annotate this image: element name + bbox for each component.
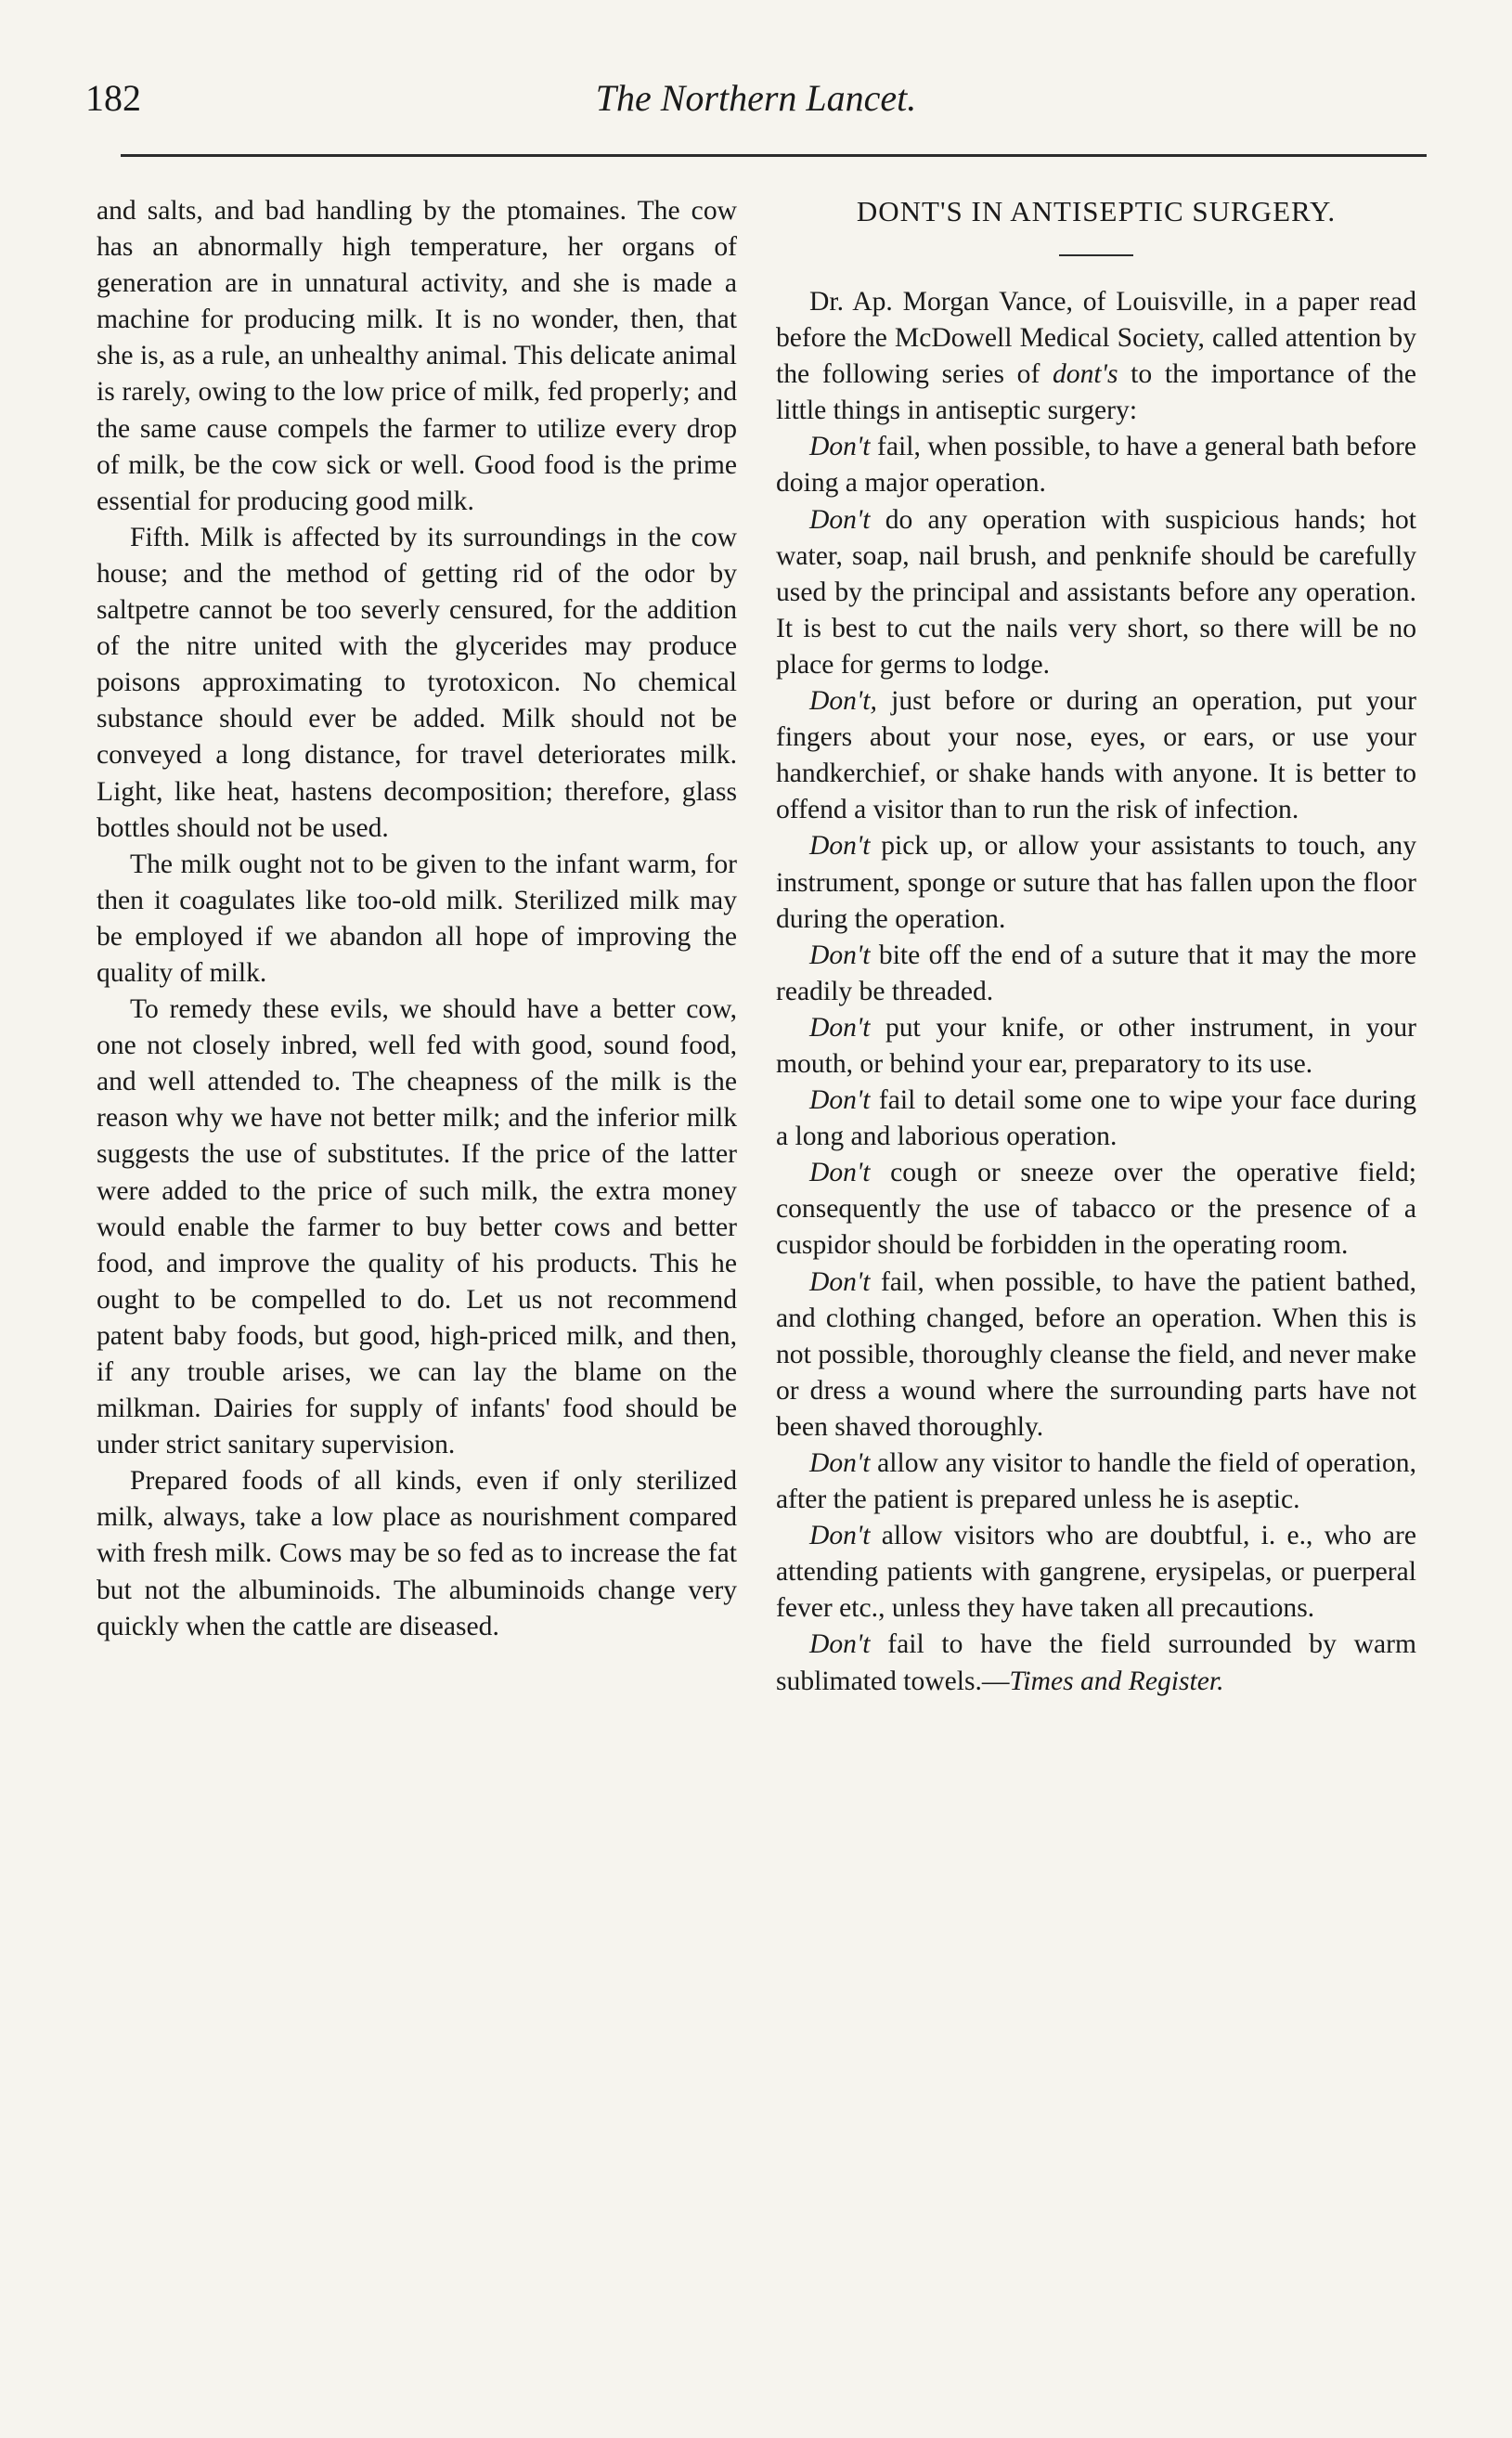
dont-item: [776, 828, 1416, 937]
dont-lead: Don't: [809, 1448, 871, 1478]
article-title: DONT'S IN ANTISEPTIC SURGERY.: [856, 195, 1337, 227]
dont-lead: Don't: [809, 940, 871, 970]
dont-lead: Don't: [809, 831, 871, 862]
dont-item: [776, 429, 1416, 501]
dont-item: [776, 1627, 1416, 1699]
dont-lead: Don't,: [809, 686, 877, 717]
dont-text: bite off the end of a suture that it may the more readily be threaded.: [776, 940, 1416, 1006]
dont-lead: Don't: [809, 1158, 871, 1188]
dont-text: just before or during an operation, put your fingers about your nose, eyes, or ears, or use your handkerchief, or shake hands with anyone. It is better to offend a visitor than to run the risk of infection.: [776, 686, 1416, 825]
dont-text: do any operation with suspicious hands; hot water, soap, nail brush, and penknife should be carefully used by the principal and assistants before any operation. It is best to cut the nails very short, so there will be no place for germs to lodge.: [776, 504, 1416, 680]
dont-text: fail, when possible, to have a general bath before doing a major operation.: [776, 432, 1416, 499]
running-head: The Northern Lancet.: [595, 77, 917, 119]
dont-lead: Don't: [809, 504, 871, 535]
dont-text: allow any visitor to handle the field of operation, after the patient is prepared unless he is aseptic.: [776, 1448, 1416, 1515]
dont-item: [776, 938, 1416, 1010]
dont-item: [776, 502, 1416, 683]
dont-item: [776, 1083, 1416, 1155]
dont-item: [776, 1446, 1416, 1518]
left-column: [97, 193, 737, 1645]
title-rule: [1059, 254, 1133, 256]
paragraph: To remedy these evils, we should have a better cow, one not closely inbred, well fed with good, sound food, and well attended to. The cheapness of the milk is the reason why we have not better milk; and the inferior milk suggests the use of substitutes. If the price of the latter were added to the price of such milk, the extra money would enable the farmer to buy better cows and better food, and improve the quality of his products. This he ought to be compelled to do. Let us not recommend patent baby foods, but good, high-priced milk, and then, if any trouble arises, we can lay the blame on the milkman. Dairies for supply of infants' food should be under strict sanitary supervision.: [97, 994, 737, 1460]
header-rule: [121, 154, 1427, 157]
dont-text: cough or sneeze over the operative field; consequently the use of tabacco or the presence of a cuspidor should be forbidden in the operating room.: [776, 1158, 1416, 1261]
paragraph: and salts, and bad handling by the ptomaines. The cow has an abnormally high temperature, her organs of generation are in unnatural activity, and she is made a machine for producing milk. It is no wonder, then, that she is, as a rule, an unhealthy animal. This delicate animal is rarely, owing to the low price of milk, fed properly; and the same cause compels the farmer to utilize every drop of milk, be the cow sick or well. Good food is the prime essential for producing good milk.: [97, 196, 737, 516]
right-column: [776, 193, 1416, 1700]
intro-text: Dr. Ap. Morgan Vance, of Louisville, in a paper read before the McDowell Medical Society, called attention by the following series of: [776, 287, 1416, 390]
dont-item: [776, 1010, 1416, 1083]
source-citation: Times and Register.: [1009, 1666, 1224, 1696]
dont-item: [776, 1155, 1416, 1264]
dont-text: allow visitors who are doubtful, i. e., who are attending patients with gangrene, erysipelas, or puerperal fever etc., unless they have taken all precautions.: [776, 1521, 1416, 1624]
dont-lead: Don't: [809, 1012, 871, 1043]
dont-lead: Don't: [809, 1266, 871, 1297]
dont-text: fail, when possible, to have the patient bathed, and clothing changed, before an operation. When this is not possible, thoroughly cleanse the field, and never make or dress a wound where the surrounding parts have not been shaved thoroughly.: [776, 1266, 1416, 1442]
dont-item: [776, 683, 1416, 828]
dont-text: pick up, or allow your assistants to touch, any instrument, sponge or suture that has fallen upon the floor during the operation.: [776, 831, 1416, 934]
paragraph: Fifth. Milk is affected by its surroundings in the cow house; and the method of getting rid of the odor by saltpetre cannot be too severly censured, for the addition of the nitre united with the glycerides may produce poisons approximating to tyrotoxicon. No chemical substance should ever be added. Milk should not be conveyed a long distance, for travel deteriorates milk. Light, like heat, hastens decomposition; therefore, glass bottles should not be used.: [97, 522, 737, 843]
dont-text: fail to detail some one to wipe your face during a long and laborious operation.: [776, 1085, 1416, 1152]
dont-item: [776, 1518, 1416, 1627]
article-intro: [776, 284, 1416, 429]
dont-lead: Don't: [809, 1521, 871, 1551]
page-header: [85, 76, 1427, 132]
intro-emphasis: dont's: [1053, 359, 1118, 390]
dont-text: put your knife, or other instrument, in your mouth, or behind your ear, preparatory to its use.: [776, 1012, 1416, 1079]
dont-text: fail to have the field surrounded by warm sublimated towels.—: [776, 1629, 1416, 1696]
paragraph: The milk ought not to be given to the infant warm, for then it coagulates like too-old milk. Sterilized milk may be employed if we abandon all hope of improving the quality of milk.: [97, 849, 737, 988]
dont-lead: Don't: [809, 1629, 871, 1660]
dont-item: [776, 1264, 1416, 1446]
intro-text: to the importance of the little things in antiseptic surgery:: [776, 359, 1416, 426]
paragraph: Prepared foods of all kinds, even if only sterilized milk, always, take a low place as nourishment compared with fresh milk. Cows may be so fed as to increase the fat but not the albuminoids. The albuminoids change very quickly when the cattle are diseased.: [97, 1466, 737, 1641]
page-number: 182: [85, 77, 141, 119]
dont-lead: Don't: [809, 432, 871, 462]
dont-lead: Don't: [809, 1085, 871, 1116]
